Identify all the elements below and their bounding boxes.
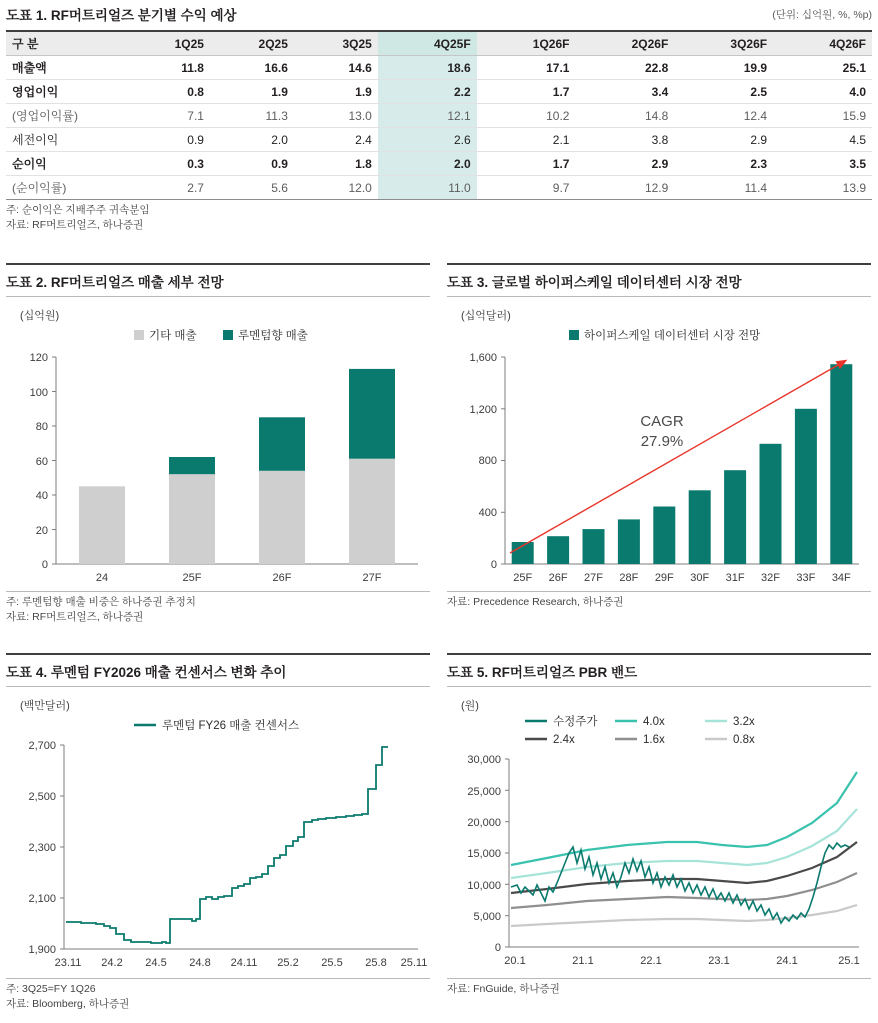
figure-5-xticklabels bbox=[504, 955, 859, 967]
figure-2-xticklabels bbox=[96, 572, 382, 584]
svg-text:0: 0 bbox=[41, 559, 48, 571]
bar-34F bbox=[830, 364, 852, 564]
figure-2-note: 주: 루멘텀향 매출 비중은 하나증권 추정치 bbox=[6, 596, 196, 608]
svg-text:100: 100 bbox=[29, 387, 48, 399]
legend-label-24x: 2.4x bbox=[553, 734, 575, 746]
svg-text:26F: 26F bbox=[548, 572, 568, 584]
svg-text:25.2: 25.2 bbox=[277, 957, 299, 969]
bar-26F-lumentum bbox=[259, 417, 305, 471]
figure-1-title: 도표 1. RF머트리얼즈 분기별 수익 예상 bbox=[6, 8, 237, 23]
cell: 22.8 bbox=[575, 56, 674, 80]
bar-26F bbox=[547, 536, 569, 564]
svg-text:34F: 34F bbox=[831, 572, 851, 584]
figure-1-unit: (단위: 십억원, %, %p) bbox=[772, 9, 872, 21]
svg-text:32F: 32F bbox=[761, 572, 780, 584]
bar-29F bbox=[653, 507, 675, 565]
cagr-arrow bbox=[510, 361, 845, 553]
figure-1-table bbox=[6, 4, 872, 233]
figure-2-ylabel: (십억원) bbox=[20, 310, 60, 322]
cell: 12.4 bbox=[674, 104, 773, 128]
legend-label-other: 기타 매출 bbox=[149, 330, 197, 342]
figure-2-source: 자료: RF머트리얼즈, 하나증권 bbox=[6, 611, 144, 624]
cell: 11.4 bbox=[674, 176, 773, 200]
col-header-4: 4Q25F bbox=[378, 32, 477, 56]
legend-label-lumentum: 루멘텀향 매출 bbox=[238, 330, 308, 342]
svg-text:2,500: 2,500 bbox=[28, 791, 56, 803]
legend-label-32x: 3.2x bbox=[733, 716, 755, 728]
table-row bbox=[6, 152, 872, 176]
figure-5-axes bbox=[467, 754, 859, 954]
table-header-row bbox=[6, 32, 872, 56]
svg-text:0: 0 bbox=[490, 559, 497, 571]
cell: 3.4 bbox=[575, 80, 674, 104]
figure-1-header bbox=[6, 4, 872, 32]
cell: 15.9 bbox=[773, 104, 872, 128]
cell: 2.0 bbox=[210, 128, 294, 152]
cell: 0.3 bbox=[126, 152, 210, 176]
cell: 0.9 bbox=[126, 128, 210, 152]
cell: 2.9 bbox=[674, 128, 773, 152]
row-label: 순이익 bbox=[6, 152, 126, 176]
cell: 12.0 bbox=[294, 176, 378, 200]
cell: 2.9 bbox=[575, 152, 674, 176]
figure-5 bbox=[447, 653, 871, 997]
cell: 25.1 bbox=[773, 56, 872, 80]
figure-4-source: 자료: Bloomberg, 하나증권 bbox=[6, 998, 130, 1011]
cell: 4.5 bbox=[773, 128, 872, 152]
svg-text:2,300: 2,300 bbox=[28, 842, 56, 854]
cell: 2.2 bbox=[378, 80, 477, 104]
figure-5-legend bbox=[525, 714, 755, 746]
legend-label-08x: 0.8x bbox=[733, 734, 755, 746]
svg-text:25.5: 25.5 bbox=[321, 957, 343, 969]
band-4_0x bbox=[511, 772, 857, 865]
figure-5-chart bbox=[447, 687, 871, 977]
row-label: 영업이익 bbox=[6, 80, 126, 104]
cell: 7.1 bbox=[126, 104, 210, 128]
svg-text:20,000: 20,000 bbox=[467, 817, 501, 829]
col-header-5: 1Q26F bbox=[477, 32, 576, 56]
svg-text:24: 24 bbox=[95, 572, 109, 584]
bar-28F bbox=[618, 519, 640, 564]
cell: 1.8 bbox=[294, 152, 378, 176]
table-row bbox=[6, 176, 872, 200]
cell: 1.9 bbox=[294, 80, 378, 104]
figure-3-legend bbox=[569, 328, 761, 342]
bar-24-other bbox=[79, 486, 125, 564]
svg-text:24.5: 24.5 bbox=[145, 957, 167, 969]
bar-25F-other bbox=[169, 474, 215, 564]
figure-4-chart bbox=[6, 687, 430, 977]
col-header-7: 3Q26F bbox=[674, 32, 773, 56]
cell: 16.6 bbox=[210, 56, 294, 80]
figure-2 bbox=[6, 263, 430, 625]
cell: 3.5 bbox=[773, 152, 872, 176]
row-label: 매출액 bbox=[6, 56, 126, 80]
cell: 3.8 bbox=[575, 128, 674, 152]
cell: 10.2 bbox=[477, 104, 576, 128]
col-header-2: 2Q25 bbox=[210, 32, 294, 56]
bar-33F bbox=[795, 409, 817, 564]
svg-text:27F: 27F bbox=[584, 572, 603, 584]
svg-text:27F: 27F bbox=[362, 572, 382, 584]
svg-text:22.1: 22.1 bbox=[640, 955, 662, 967]
svg-text:30,000: 30,000 bbox=[467, 754, 501, 766]
svg-text:2,700: 2,700 bbox=[28, 740, 56, 752]
col-header-6: 2Q26F bbox=[575, 32, 674, 56]
bar-30F bbox=[689, 490, 711, 564]
svg-text:24.11: 24.11 bbox=[230, 957, 258, 969]
svg-text:23.1: 23.1 bbox=[708, 955, 730, 967]
figure-3-bars bbox=[512, 364, 853, 564]
svg-text:28F: 28F bbox=[619, 572, 639, 584]
svg-text:33F: 33F bbox=[796, 572, 816, 584]
cell: 5.6 bbox=[210, 176, 294, 200]
figure-3-ylabel: (십억달러) bbox=[461, 310, 511, 322]
cell: 18.6 bbox=[378, 56, 477, 80]
legend-label-40x: 4.0x bbox=[643, 716, 665, 728]
bar-26F-other bbox=[259, 471, 305, 564]
figure-1-note: 주: 순이익은 지배주주 귀속분임 bbox=[6, 204, 150, 216]
svg-text:120: 120 bbox=[29, 352, 48, 364]
figure-4-title: 도표 4. 루멘텀 FY2026 매출 컨센서스 변화 추이 bbox=[6, 653, 430, 686]
cell: 14.8 bbox=[575, 104, 674, 128]
table-row bbox=[6, 128, 872, 152]
svg-text:24.2: 24.2 bbox=[101, 957, 123, 969]
svg-text:1,200: 1,200 bbox=[469, 404, 497, 416]
cell: 12.1 bbox=[378, 104, 477, 128]
row-label: (순이익률) bbox=[6, 176, 126, 200]
figure-5-source: 자료: FnGuide, 하나증권 bbox=[447, 983, 560, 995]
svg-text:0: 0 bbox=[494, 942, 501, 954]
table-row bbox=[6, 104, 872, 128]
col-header-0: 구 분 bbox=[6, 32, 126, 56]
svg-text:31F: 31F bbox=[725, 572, 745, 584]
cell: 2.7 bbox=[126, 176, 210, 200]
cell: 11.3 bbox=[210, 104, 294, 128]
table-row bbox=[6, 56, 872, 80]
bar-27F-other bbox=[349, 459, 395, 564]
svg-text:29F: 29F bbox=[654, 572, 674, 584]
cell: 0.9 bbox=[210, 152, 294, 176]
figure-2-legend bbox=[134, 328, 308, 342]
bar-27F-lumentum bbox=[349, 369, 395, 459]
legend-label-hyperscale: 하이퍼스케일 데이터센터 시장 전망 bbox=[584, 330, 761, 342]
cell: 13.9 bbox=[773, 176, 872, 200]
svg-text:80: 80 bbox=[35, 421, 48, 433]
cell: 17.1 bbox=[477, 56, 576, 80]
cagr-annotation-line1: CAGR bbox=[640, 413, 684, 430]
svg-text:40: 40 bbox=[35, 490, 48, 502]
cell: 2.5 bbox=[674, 80, 773, 104]
svg-text:400: 400 bbox=[478, 507, 497, 519]
cell: 11.8 bbox=[126, 56, 210, 80]
cell: 11.0 bbox=[378, 176, 477, 200]
figure-4-xticklabels bbox=[55, 957, 428, 969]
legend-label-16x: 1.6x bbox=[643, 734, 665, 746]
legend-label-lumentum-consensus: 루멘텀 FY26 매출 컨센서스 bbox=[162, 720, 300, 732]
figure-4-series-line bbox=[66, 747, 388, 943]
cell: 4.0 bbox=[773, 80, 872, 104]
svg-text:25.8: 25.8 bbox=[365, 957, 387, 969]
row-label: 세전이익 bbox=[6, 128, 126, 152]
cagr-annotation-line2: 27.9% bbox=[640, 433, 684, 450]
cell: 2.6 bbox=[378, 128, 477, 152]
bar-31F bbox=[724, 470, 746, 564]
cell: 1.7 bbox=[477, 80, 576, 104]
bar-27F bbox=[583, 529, 605, 564]
figure-2-title: 도표 2. RF머트리얼즈 매출 세부 전망 bbox=[6, 263, 430, 296]
svg-text:60: 60 bbox=[35, 456, 48, 468]
quarterly-earnings-table bbox=[6, 32, 872, 200]
svg-text:20.1: 20.1 bbox=[504, 955, 526, 967]
legend-label-price: 수정주가 bbox=[553, 716, 598, 728]
cell: 14.6 bbox=[294, 56, 378, 80]
svg-text:25F: 25F bbox=[182, 572, 202, 584]
figure-3-source: 자료: Precedence Research, 하나증권 bbox=[447, 596, 624, 608]
svg-text:21.1: 21.1 bbox=[572, 955, 594, 967]
cell: 13.0 bbox=[294, 104, 378, 128]
cell: 2.0 bbox=[378, 152, 477, 176]
svg-text:25,000: 25,000 bbox=[467, 786, 501, 798]
svg-text:800: 800 bbox=[478, 455, 497, 467]
svg-text:30F: 30F bbox=[690, 572, 710, 584]
svg-text:25.11: 25.11 bbox=[400, 957, 428, 969]
svg-text:26F: 26F bbox=[272, 572, 292, 584]
col-header-8: 4Q26F bbox=[773, 32, 872, 56]
figure-3 bbox=[447, 263, 871, 610]
svg-text:24.1: 24.1 bbox=[776, 955, 798, 967]
figure-4 bbox=[6, 653, 430, 1012]
svg-text:24.8: 24.8 bbox=[189, 957, 211, 969]
table-row bbox=[6, 80, 872, 104]
cell: 9.7 bbox=[477, 176, 576, 200]
svg-text:25F: 25F bbox=[513, 572, 533, 584]
bar-25F-lumentum bbox=[169, 457, 215, 474]
svg-text:23.11: 23.11 bbox=[54, 957, 82, 969]
figure-1-source: 자료: RF머트리얼즈, 하나증권 bbox=[6, 219, 144, 232]
figure-2-chart bbox=[6, 297, 430, 592]
cell: 12.9 bbox=[575, 176, 674, 200]
figure-4-note: 주: 3Q25=FY 1Q26 bbox=[6, 983, 96, 995]
svg-text:15,000: 15,000 bbox=[467, 848, 501, 860]
cell: 1.7 bbox=[477, 152, 576, 176]
svg-text:25.1: 25.1 bbox=[838, 955, 860, 967]
bar-32F bbox=[760, 444, 782, 564]
figure-5-ylabel: (원) bbox=[461, 700, 479, 712]
cell: 2.3 bbox=[674, 152, 773, 176]
cell: 0.8 bbox=[126, 80, 210, 104]
cell: 19.9 bbox=[674, 56, 773, 80]
figure-3-title: 도표 3. 글로벌 하이퍼스케일 데이터센터 시장 전망 bbox=[447, 263, 871, 296]
svg-text:10,000: 10,000 bbox=[467, 880, 501, 892]
svg-text:1,900: 1,900 bbox=[28, 944, 56, 956]
col-header-1: 1Q25 bbox=[126, 32, 210, 56]
figure-3-chart bbox=[447, 297, 871, 592]
row-label: (영업이익률) bbox=[6, 104, 126, 128]
figure-2-bars bbox=[79, 369, 395, 564]
svg-text:1,600: 1,600 bbox=[469, 352, 497, 364]
figure-3-xticklabels bbox=[513, 572, 851, 584]
svg-text:5,000: 5,000 bbox=[473, 911, 501, 923]
cell: 2.1 bbox=[477, 128, 576, 152]
figure-4-legend bbox=[134, 718, 299, 732]
svg-text:2,100: 2,100 bbox=[28, 893, 56, 905]
figure-5-title: 도표 5. RF머트리얼즈 PBR 밴드 bbox=[447, 653, 871, 686]
cell: 2.4 bbox=[294, 128, 378, 152]
col-header-3: 3Q25 bbox=[294, 32, 378, 56]
cell: 1.9 bbox=[210, 80, 294, 104]
figure-4-ylabel: (백만달러) bbox=[20, 700, 70, 712]
svg-text:20: 20 bbox=[35, 525, 48, 537]
